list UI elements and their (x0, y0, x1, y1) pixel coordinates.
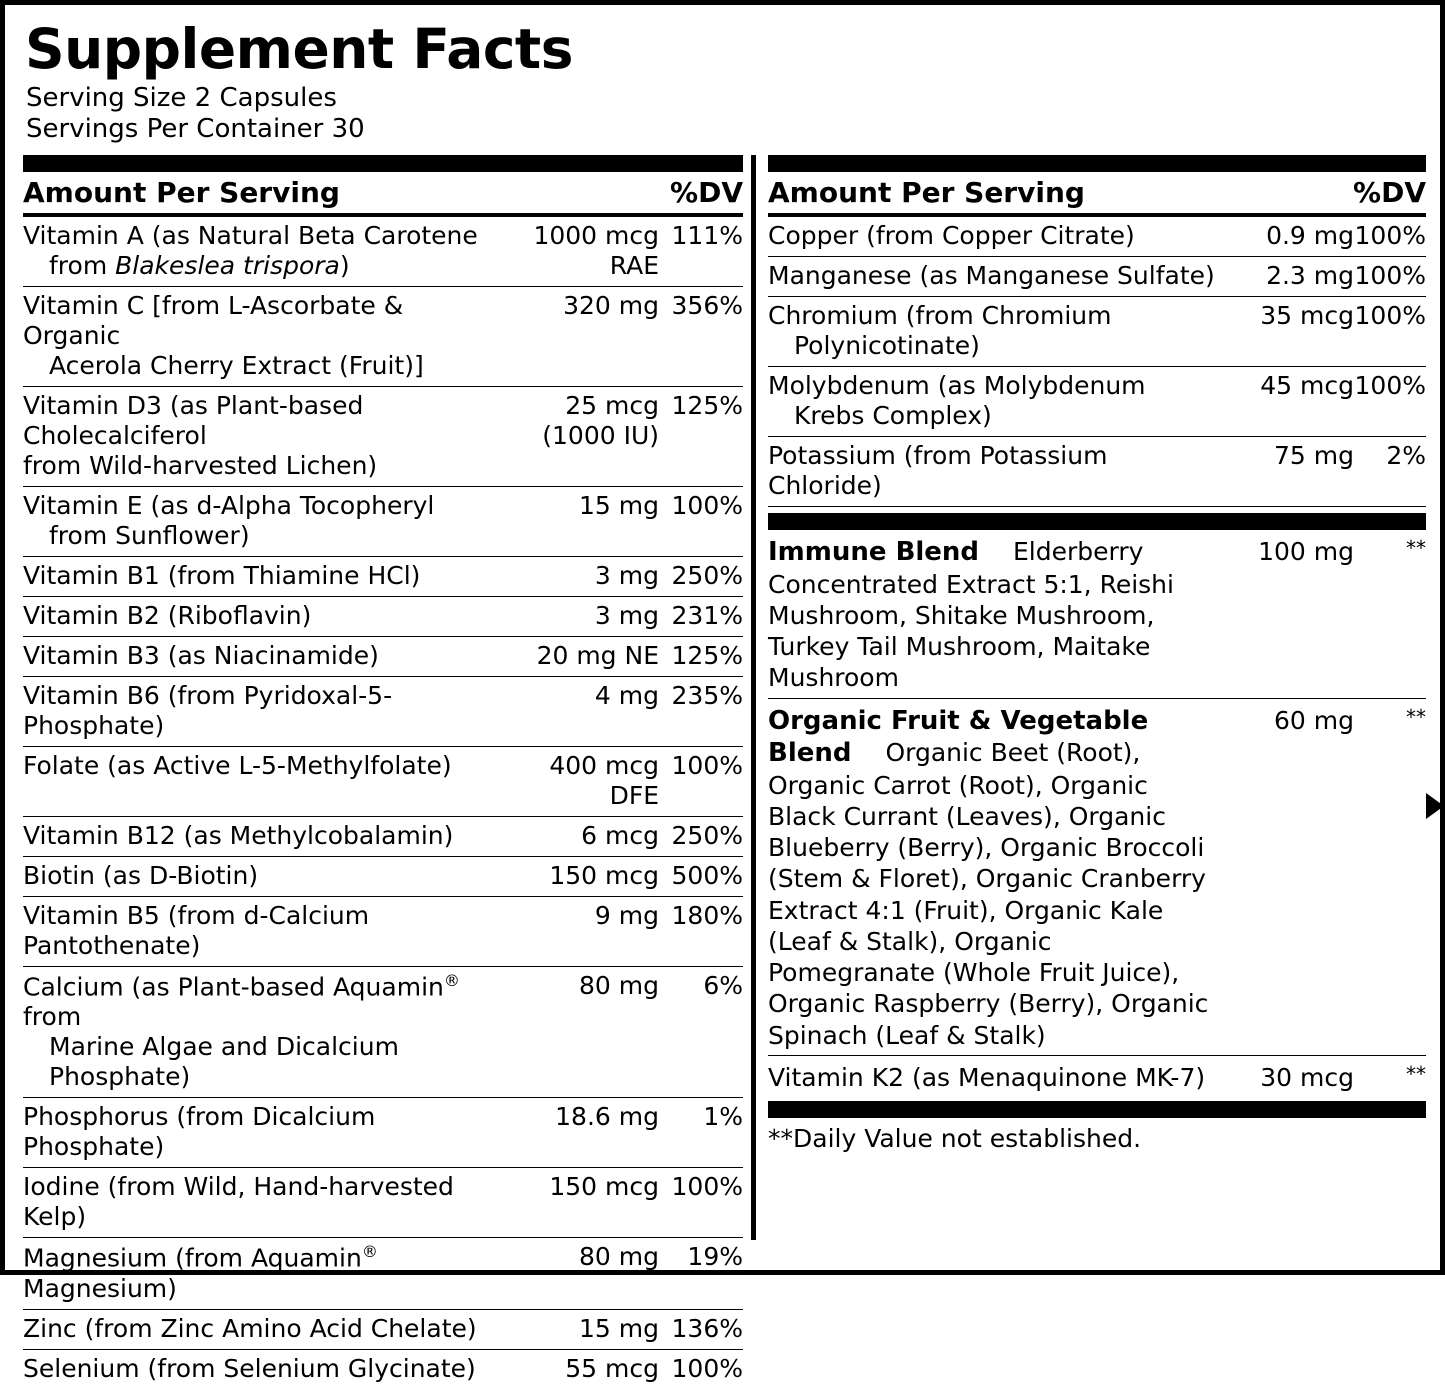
table-row (23, 747, 743, 817)
nutrient-name: Vitamin A (as Natural Beta Carotene from Blakeslea trispora) (23, 221, 478, 281)
nutrient-amount: 15 mg (579, 491, 659, 521)
nutrient-dv: 235% (671, 681, 743, 711)
nutrient-name: Zinc (from Zinc Amino Acid Chelate) (23, 1313, 477, 1343)
nutrient-amount: 3 mg (594, 601, 659, 631)
table-row (23, 597, 743, 637)
blend-title: Immune Blend (768, 537, 980, 568)
nutrient-dv: 100% (671, 1353, 743, 1383)
nutrient-name: Vitamin B12 (as Methylcobalamin) (23, 821, 454, 851)
table-row (23, 1310, 743, 1350)
nutrient-amount: 25 mcg (1000 IU) (542, 391, 659, 451)
nutrient-dv: 100% (671, 1172, 743, 1202)
table-row (23, 857, 743, 897)
nutrient-name: Vitamin B2 (Riboflavin) (23, 601, 312, 631)
nutrient-dv: 2% (1386, 441, 1426, 471)
table-row (23, 487, 743, 557)
table-row (768, 367, 1426, 437)
nutrient-dv: 100% (1354, 301, 1426, 331)
left-header-row (23, 172, 743, 217)
right-column (766, 155, 1426, 1245)
nutrient-name: Vitamin E (as d-Alpha Tocopheryl from Sunflower) (23, 491, 435, 551)
nutrient-amount: 150 mcg (549, 1172, 659, 1202)
right-header-row (768, 172, 1426, 217)
table-row (23, 217, 743, 287)
blend-ingredients: Organic Beet (Root), Organic Carrot (Root), Organic Black Currant (Leaves), Organic Blueberry (Berry), Organic Broccoli (Stem & Floret), Organic Cranberry Extract 4:1 (Fruit), Organic Kale (Leaf & Stalk), Organic Pomegranate (Whole Fruit Juice), Organic Raspberry (Berry), Organic Spinach (Leaf & Stalk) (768, 738, 1209, 1050)
nutrient-dv: 250% (671, 821, 743, 851)
nutrient-name: Phosphorus (from Dicalcium Phosphate) (23, 1102, 376, 1162)
nutrient-amount: 45 mcg (1260, 371, 1354, 401)
nutrient-name: Magnesium (from Aquamin® Magnesium) (23, 1242, 378, 1303)
blend-dv: ** (1406, 536, 1426, 561)
nutrient-name: Vitamin C [from L-Ascorbate & Organic Acerola Cherry Extract (Fruit)] (23, 291, 424, 381)
table-row (768, 1056, 1426, 1097)
nutrient-amount: 4 mg (594, 681, 659, 711)
left-top-bar (23, 155, 743, 172)
nutrient-amount: 0.9 mg (1266, 221, 1354, 251)
table-row (768, 217, 1426, 257)
serving-size: Serving Size 2 Capsules (26, 82, 337, 113)
nutrient-name: Iodine (from Wild, Hand-harvested Kelp) (23, 1172, 454, 1232)
table-row (23, 897, 743, 967)
nutrient-name: Chromium (from Chromium Polynicotinate) (768, 301, 1112, 361)
nutrient-amount: 55 mcg (565, 1353, 659, 1383)
triangle-right-icon (1426, 793, 1444, 819)
nutrient-name: Vitamin D3 (as Plant-based Cholecalciferol from Wild-harvested Lichen) (23, 391, 378, 481)
nutrient-dv: 100% (671, 491, 743, 521)
table-row (23, 387, 743, 487)
nutrient-name: Copper (from Copper Citrate) (768, 221, 1135, 251)
right-header-dv: %DV (1353, 176, 1426, 210)
nutrient-dv: 111% (671, 221, 743, 251)
nutrient-name: Vitamin K2 (as Menaquinone MK-7) (768, 1062, 1206, 1092)
nutrient-dv: 250% (671, 561, 743, 591)
nutrient-name: Folate (as Active L-5-Methylfolate) (23, 751, 452, 781)
nutrient-dv: 100% (1354, 261, 1426, 291)
table-row (23, 817, 743, 857)
blend-fruit-vegetable (768, 699, 1426, 1055)
nutrient-dv: 100% (1354, 371, 1426, 401)
blend-title: Organic Fruit & Vegetable Blend (768, 705, 1149, 769)
nutrient-name: Selenium (from Selenium Glycinate) (23, 1353, 476, 1383)
footnote-bar (768, 1101, 1426, 1118)
table-row (23, 557, 743, 597)
nutrient-dv: ** (1406, 1061, 1426, 1086)
nutrient-name: Biotin (as D-Biotin) (23, 861, 259, 891)
blend-amount: 60 mg (1274, 705, 1354, 735)
nutrient-name: Molybdenum (as Molybdenum Krebs Complex) (768, 371, 1146, 431)
blend-name (768, 705, 1228, 1051)
nutrient-dv: 231% (671, 601, 743, 631)
nutrient-dv: 356% (671, 291, 743, 321)
footnote: **Daily Value not established. (768, 1124, 1142, 1154)
nutrient-dv: 100% (1354, 221, 1426, 251)
nutrient-dv: 180% (671, 901, 743, 931)
table-row (768, 257, 1426, 297)
nutrient-dv: 125% (671, 641, 743, 671)
nutrition-columns (23, 155, 1426, 1383)
nutrient-amount: 1000 mcg RAE (533, 221, 659, 281)
nutrient-amount: 35 mcg (1260, 301, 1354, 331)
blend-immune (768, 530, 1426, 698)
blend-name (768, 536, 1228, 694)
right-top-bar (768, 155, 1426, 172)
nutrient-amount: 320 mg (563, 291, 659, 321)
nutrient-amount: 75 mg (1274, 441, 1354, 471)
table-row (23, 1238, 743, 1309)
nutrient-dv: 6% (703, 971, 743, 1001)
nutrient-amount: 6 mcg (581, 821, 659, 851)
nutrient-dv: 1% (703, 1102, 743, 1132)
nutrient-amount: 20 mg NE (536, 641, 659, 671)
nutrient-name: Vitamin B5 (from d-Calcium Pantothenate) (23, 901, 370, 961)
nutrient-dv: 136% (671, 1313, 743, 1343)
nutrient-name: Potassium (from Potassium Chloride) (768, 441, 1108, 501)
nutrient-amount: 18.6 mg (555, 1102, 659, 1132)
table-row (23, 1098, 743, 1168)
nutrient-dv: 125% (671, 391, 743, 421)
nutrient-name: Vitamin B1 (from Thiamine HCl) (23, 561, 421, 591)
nutrient-dv: 100% (671, 751, 743, 781)
nutrient-amount: 400 mcg DFE (549, 751, 659, 811)
table-row (23, 967, 743, 1098)
nutrient-amount: 9 mg (594, 901, 659, 931)
left-column (23, 155, 751, 1383)
nutrient-dv: 500% (671, 861, 743, 891)
right-header-amount: Amount Per Serving (768, 176, 1085, 210)
table-row (768, 297, 1426, 367)
nutrient-amount: 80 mg (579, 971, 659, 1001)
nutrient-amount: 2.3 mg (1266, 261, 1354, 291)
left-header-amount: Amount Per Serving (23, 176, 340, 210)
nutrient-name: Vitamin B3 (as Niacinamide) (23, 641, 379, 671)
left-header-dv: %DV (670, 176, 743, 210)
nutrient-amount: 15 mg (579, 1313, 659, 1343)
blend-dv: ** (1406, 704, 1426, 729)
table-row (23, 637, 743, 677)
blend-ingredients: Elderberry Concentrated Extract 5:1, Reishi Mushroom, Shitake Mushroom, Turkey Tail Mushroom, Maitake Mushroom (768, 537, 1174, 693)
nutrient-dv: 19% (687, 1242, 743, 1272)
table-row (23, 1350, 743, 1389)
nutrient-amount: 3 mg (594, 561, 659, 591)
servings-per-container: Servings Per Container 30 (26, 113, 365, 144)
nutrient-amount: 80 mg (579, 1242, 659, 1272)
table-row (23, 1168, 743, 1238)
nutrient-amount: 150 mcg (549, 861, 659, 891)
table-row (768, 437, 1426, 507)
nutrient-name: Calcium (as Plant-based Aquamin® from Marine Algae and Dicalcium Phosphate) (23, 971, 460, 1092)
table-row (23, 677, 743, 747)
blend-separator-bar (768, 513, 1426, 530)
table-row (23, 287, 743, 387)
nutrient-name: Manganese (as Manganese Sulfate) (768, 261, 1215, 291)
column-divider (751, 155, 756, 1240)
blend-amount: 100 mg (1258, 537, 1354, 567)
nutrient-name: Vitamin B6 (from Pyridoxal-5-Phosphate) (23, 681, 393, 741)
page-title: Supplement Facts (25, 17, 573, 81)
nutrient-amount: 30 mcg (1260, 1062, 1354, 1092)
